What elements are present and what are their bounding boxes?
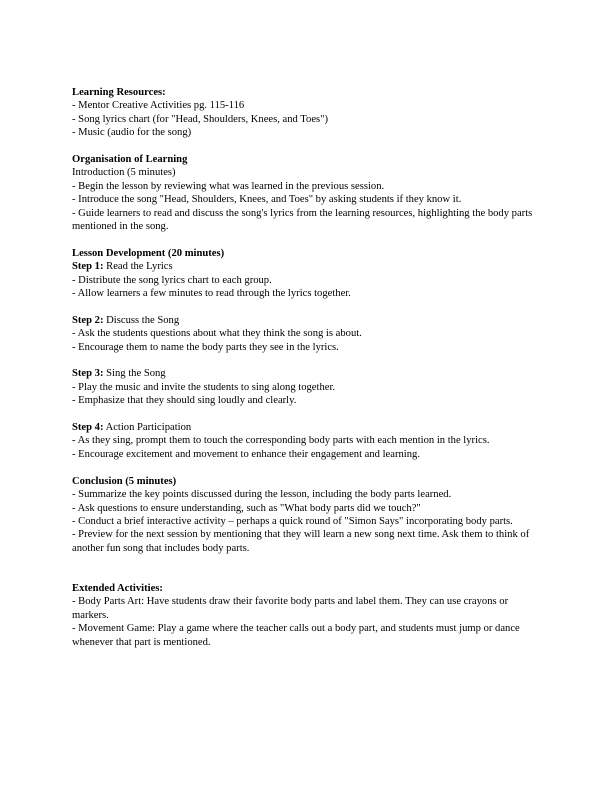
document-page [72, 86, 542, 649]
step-item: - Ask the students questions about what they think the song is about. [72, 328, 362, 340]
conclusion-section [72, 475, 542, 555]
step-label: Step 4: [72, 422, 104, 434]
step-item: - Emphasize that they should sing loudly and clearly. [72, 395, 297, 407]
resource-item: - Music (audio for the song) [72, 127, 192, 139]
step-label: Step 3: [72, 368, 104, 380]
step-label: Step 2: [72, 314, 104, 326]
step-name: Sing the Song [103, 368, 166, 380]
conclusion-item: - Ask questions to ensure understanding, such as "What body parts did we touch?" [72, 502, 421, 514]
step-name: Action Participation [103, 422, 192, 434]
resource-item: - Song lyrics chart (for "Head, Shoulders, Knees, and Toes") [72, 113, 329, 125]
conclusion-item: - Summarize the key points discussed during the lesson, including the body parts learned. [72, 489, 452, 501]
resource-item: - Mentor Creative Activities pg. 115-116 [72, 100, 245, 112]
conclusion-item: - Preview for the next session by mentioning that they will learn a new song next time. Ask them to think of another fun song that includes body parts. [72, 529, 530, 554]
step-item: - Play the music and invite the students to sing along together. [72, 381, 336, 393]
step-title [72, 367, 542, 380]
step-title [72, 421, 542, 434]
organisation-heading: Organisation of Learning [72, 154, 188, 166]
extended-activities-section [72, 582, 542, 649]
introduction-label: Introduction (5 minutes) [72, 167, 176, 179]
step-item: - As they sing, prompt them to touch the corresponding body parts with each mention in the lyrics. [72, 435, 490, 447]
step-name: Discuss the Song [103, 314, 180, 326]
step-item: - Encourage them to name the body parts they see in the lyrics. [72, 341, 339, 353]
activity-item: - Movement Game: Play a game where the teacher calls out a body part, and students must jump or dance whenever that part is mentioned. [72, 623, 520, 648]
step-name: Read the Lyrics [103, 261, 173, 273]
step-title [72, 260, 542, 273]
lesson-development-section [72, 247, 542, 461]
step-item: - Distribute the song lyrics chart to each group. [72, 274, 272, 286]
step-item: - Encourage excitement and movement to enhance their engagement and learning. [72, 448, 420, 460]
learning-resources-section [72, 86, 542, 140]
organisation-item: - Guide learners to read and discuss the song's lyrics from the learning resources, highlighting the body parts mentioned in the song. [72, 207, 533, 233]
lesson-development-heading: Lesson Development (20 minutes) [72, 247, 225, 259]
extended-activities-heading: Extended Activities: [72, 582, 163, 594]
learning-resources-heading: Learning Resources: [72, 87, 166, 98]
activity-item: - Body Parts Art: Have students draw their favorite body parts and label them. They can use crayons or markers. [72, 596, 509, 621]
conclusion-heading: Conclusion (5 minutes) [72, 475, 177, 487]
organisation-item: - Introduce the song "Head, Shoulders, Knees, and Toes" by asking students if they know it. [72, 194, 462, 206]
step-label: Step 1: [72, 261, 104, 273]
step-3 [72, 367, 542, 407]
step-1 [72, 260, 542, 300]
step-item: - Allow learners a few minutes to read through the lyrics together. [72, 288, 351, 300]
step-title [72, 314, 542, 327]
step-2 [72, 314, 542, 354]
step-4 [72, 421, 542, 461]
conclusion-item: - Conduct a brief interactive activity – perhaps a quick round of "Simon Says" incorporating body parts. [72, 515, 513, 527]
organisation-section [72, 153, 542, 233]
organisation-item: - Begin the lesson by reviewing what was learned in the previous session. [72, 180, 385, 192]
